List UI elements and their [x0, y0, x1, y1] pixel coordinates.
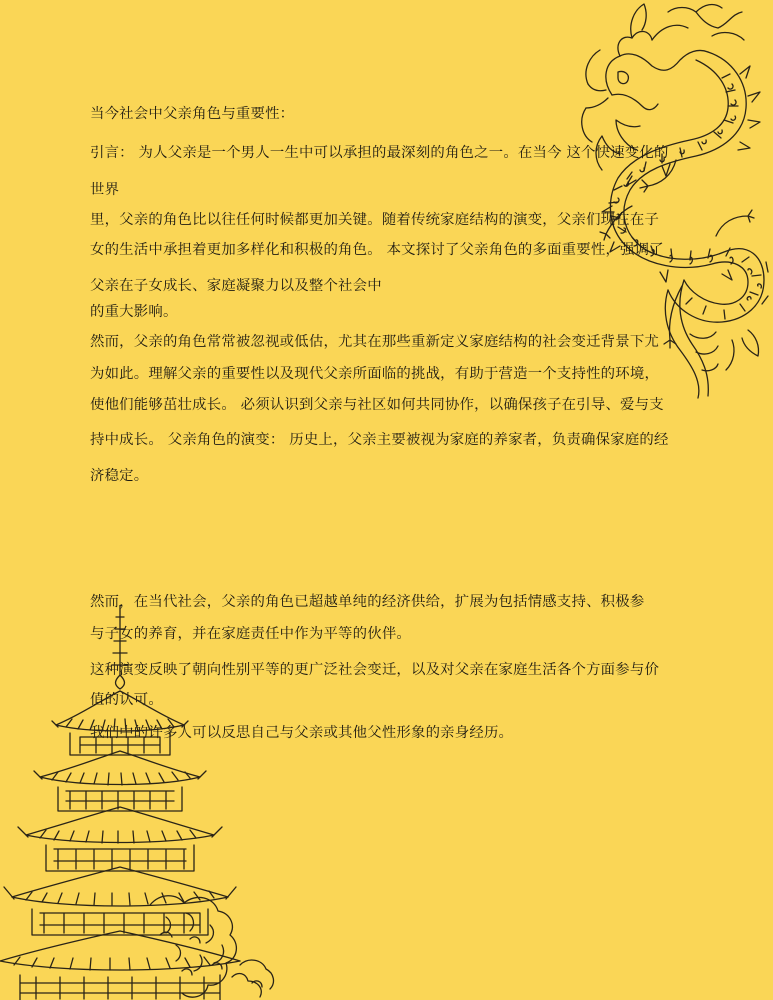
paragraph-line: 然而，在当代社会，父亲的角色已超越单纯的经济供给，扩展为包括情感支持、积极参 [90, 594, 645, 610]
paragraph-line: 这种演变反映了朝向性别平等的更广泛社会变迁，以及对父亲在家庭生活各个方面参与价 [90, 662, 660, 678]
paragraph-line: 女的生活中承担着更加多样化和积极的角色。 本文探讨了父亲角色的多面重要性，强调了 [90, 242, 664, 258]
paragraph-line: 然而，父亲的角色常常被忽视或低估，尤其在那些重新定义家庭结构的社会变迁背景下尤 [90, 334, 660, 350]
paragraph-line: 使他们能够茁壮成长。 必须认识到父亲与社区如何共同协作，以确保孩子在引导、爱与支 [90, 397, 664, 413]
paragraph-line: 济稳定。 [90, 468, 149, 484]
paragraph-line: 我们中的许多人可以反思自己与父亲或其他父性形象的亲身经历。 [90, 725, 514, 741]
paragraph-line: 持中成长。 父亲角色的演变： 历史上，父亲主要被视为家庭的养家者，负责确保家庭的经 [90, 432, 669, 448]
paragraph-line: 为如此。理解父亲的重要性以及现代父亲所面临的挑战，有助于营造一个支持性的环境， [90, 366, 660, 382]
paragraph-line: 里，父亲的角色比以往任何时候都更加关键。随着传统家庭结构的演变，父亲们现在在子 [90, 212, 660, 228]
paragraph-line: 的重大影响。 [90, 304, 178, 320]
pagoda-illustration [0, 605, 280, 1000]
paragraph-line: 世界 [90, 182, 120, 198]
paragraph-line: 父亲在子女成长、家庭凝聚力以及整个社会中 [90, 278, 382, 294]
paragraph-line: 与子女的养育，并在家庭责任中作为平等的伙伴。 [90, 626, 411, 642]
paragraph-line: 值的认可。 [90, 692, 163, 708]
document-title: 当今社会中父亲角色与重要性： [90, 106, 295, 122]
paragraph-line: 引言： 为人父亲是一个男人一生中可以承担的最深刻的角色之一。在当今 这个快速变化的 [90, 145, 669, 161]
